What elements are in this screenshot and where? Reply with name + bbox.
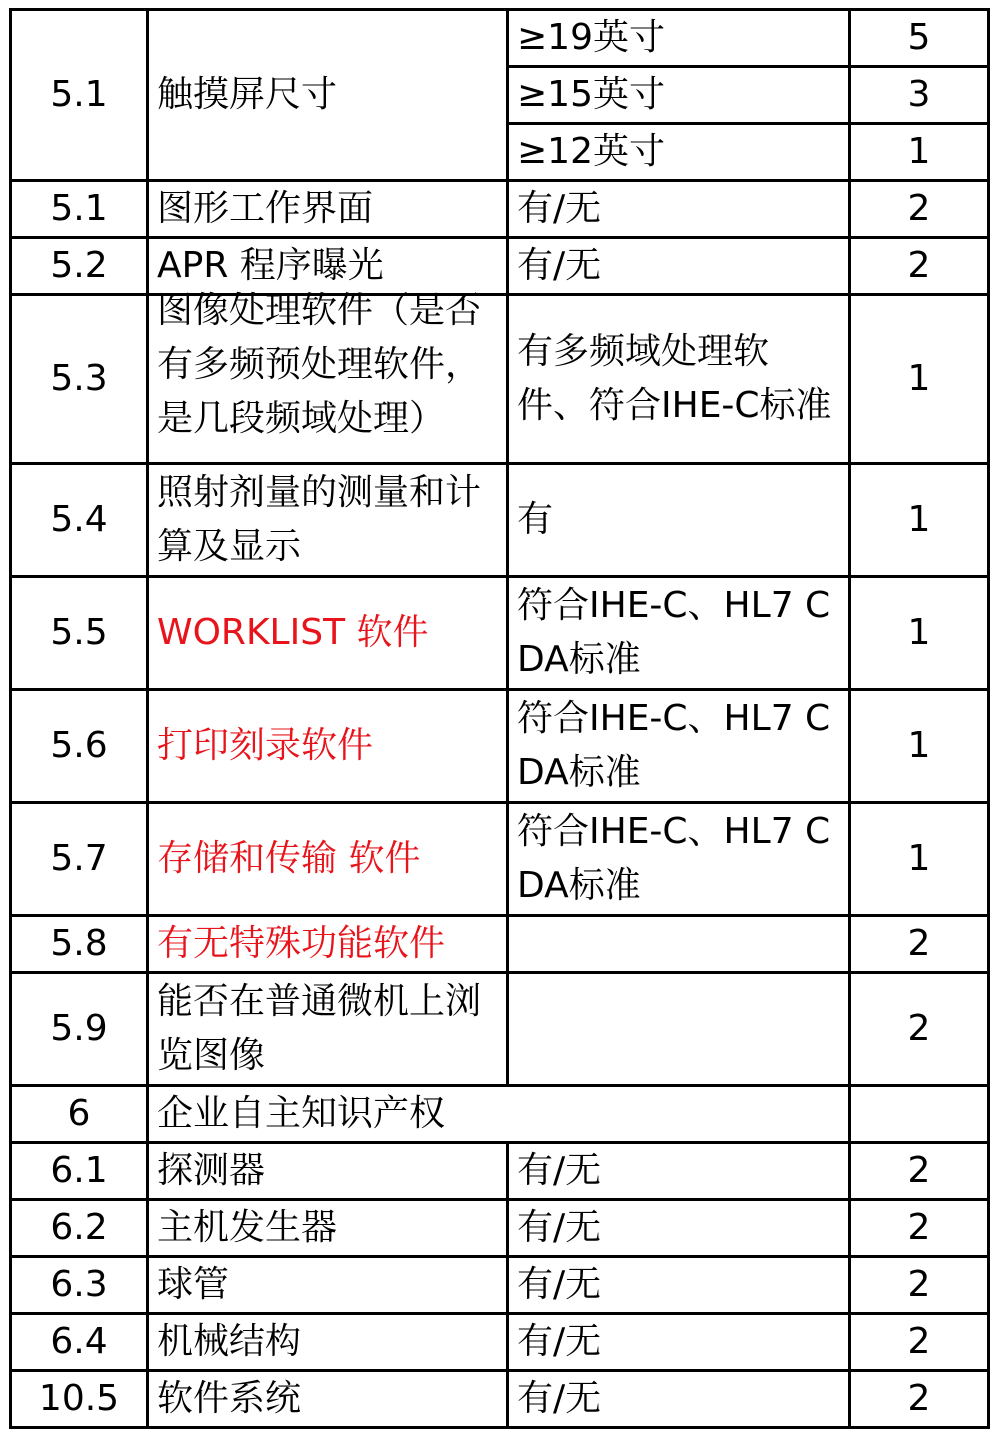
section-row [11,1086,989,1143]
item-value [508,973,850,1086]
item-value: 有/无 [508,1143,850,1200]
table-row [11,577,989,690]
table-row [11,10,989,67]
item-number: 10.5 [11,1371,148,1428]
table-row [11,181,989,238]
table-row [11,973,989,1086]
item-score: 1 [850,124,989,181]
item-name: 球管 [148,1257,508,1314]
item-score: 2 [850,1371,989,1428]
item-score: 2 [850,1143,989,1200]
section-title: 企业自主知识产权 [148,1086,850,1143]
item-number: 6.4 [11,1314,148,1371]
table-row [11,1257,989,1314]
table-row [11,1314,989,1371]
item-name: 照射剂量的测量和计算及显示 [148,464,508,577]
item-name: WORKLIST 软件 [148,577,508,690]
item-number: 5.1 [11,10,148,181]
item-number: 6.3 [11,1257,148,1314]
table-row [11,464,989,577]
item-name: 打印刻录软件 [148,690,508,803]
item-score: 1 [850,690,989,803]
item-number: 5.1 [11,181,148,238]
item-number: 5.9 [11,973,148,1086]
table-row [11,1200,989,1257]
item-score: 1 [850,803,989,916]
item-score: 1 [850,464,989,577]
table-row [11,690,989,803]
section-number: 6 [11,1086,148,1143]
item-value: 有/无 [508,238,850,295]
item-name: 探测器 [148,1143,508,1200]
item-score: 2 [850,1257,989,1314]
table-row [11,916,989,973]
item-number: 6.2 [11,1200,148,1257]
item-score: 2 [850,1200,989,1257]
item-number: 5.3 [11,295,148,464]
item-value: ≥19英寸 [508,10,850,67]
item-name: 主机发生器 [148,1200,508,1257]
item-value: 有/无 [508,181,850,238]
item-name-cell [148,289,508,464]
item-number: 5.4 [11,464,148,577]
item-number: 5.6 [11,690,148,803]
item-name: APR 程序曝光 [148,238,508,295]
item-value: 符合IHE-C、HL7 CDA标准 [508,803,850,916]
item-value: ≥12英寸 [508,124,850,181]
table-row [11,803,989,916]
item-score: 2 [850,238,989,295]
item-score: 2 [850,916,989,973]
item-score: 2 [850,181,989,238]
item-name: 触摸屏尺寸 [148,10,508,181]
table-row [11,1143,989,1200]
item-value: 有多频域处理软件、符合IHE-C标准 [508,295,850,464]
item-name: 图形工作界面 [148,181,508,238]
item-value [508,916,850,973]
item-name: 图像处理软件（是否有多频预处理软件，是几段频域处理） [157,289,482,439]
item-score: 5 [850,10,989,67]
table-row [11,1371,989,1428]
item-number: 5.2 [11,238,148,295]
item-name: 存储和传输 软件 [148,803,508,916]
table-row [11,295,989,464]
item-name: 有无特殊功能软件 [148,916,508,973]
item-number: 5.5 [11,577,148,690]
item-name: 软件系统 [148,1371,508,1428]
item-value: 有/无 [508,1257,850,1314]
item-value: ≥15英寸 [508,67,850,124]
item-name: 能否在普通微机上浏览图像 [148,973,508,1086]
item-value: 符合IHE-C、HL7 CDA标准 [508,690,850,803]
item-score: 2 [850,1314,989,1371]
item-score: 2 [850,973,989,1086]
item-score: 1 [850,295,989,464]
item-name: 机械结构 [148,1314,508,1371]
item-value: 有/无 [508,1200,850,1257]
item-number: 5.7 [11,803,148,916]
item-value: 符合IHE-C、HL7 CDA标准 [508,577,850,690]
item-score: 3 [850,67,989,124]
section-score [850,1086,989,1143]
item-number: 6.1 [11,1143,148,1200]
item-number: 5.8 [11,916,148,973]
item-score: 1 [850,577,989,690]
scoring-table [9,8,990,1429]
item-value: 有 [508,464,850,577]
item-value: 有/无 [508,1314,850,1371]
item-value: 有/无 [508,1371,850,1428]
